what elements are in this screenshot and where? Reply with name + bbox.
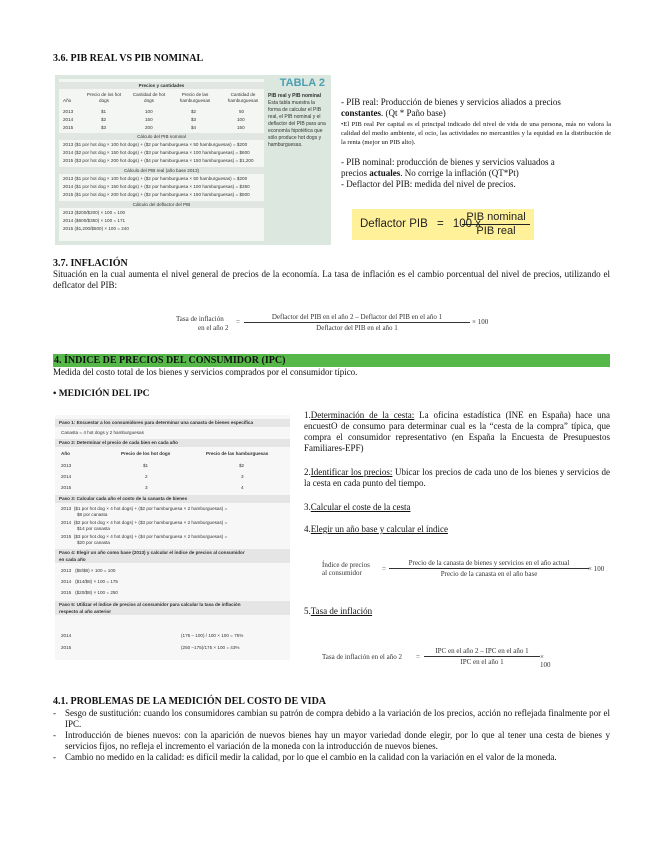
real-header: Cálculo del PIB real (año base 2013) bbox=[59, 167, 264, 174]
cell: ($20/$8) × 100 = 250 bbox=[75, 590, 118, 595]
cell: 150 bbox=[145, 117, 153, 122]
section-4-title: 4. ÍNDICE DE PRECIOS DEL CONSUMIDOR (IPC) bbox=[54, 355, 286, 366]
cell: 2013 bbox=[61, 568, 72, 573]
col-header: Año bbox=[61, 451, 70, 456]
cell: ($8/$8) × 100 = 100 bbox=[75, 568, 116, 573]
formula-denominator: Precio de la canasta en el año base bbox=[440, 570, 538, 578]
inflacion-text: Situación en la cual aumenta el nivel general de precios de la economía. La tasa de inflación es el cambio porcentual del nivel de precios, utilizando el deflcator del PIB: bbox=[53, 269, 610, 290]
step-title: Identificar los precios: bbox=[310, 467, 393, 477]
cell: 2015 bbox=[61, 645, 72, 650]
step-text: Ubicar los precios de cada uno de los bienes y servicios de la cesta en cada punto del tiempo. bbox=[304, 467, 610, 488]
cell: 3 bbox=[241, 474, 244, 479]
cell: ($1 por hot dog × 4 hot dogs) + ($2 por hamburguesa × 2 hamburguesas) = bbox=[73, 506, 228, 511]
col-header: Precio de los hot dogs bbox=[121, 451, 171, 456]
paso-1: Paso 1: Encuestar a los consumidores para determinar una canasta de bienes específica bbox=[55, 419, 290, 427]
real-row: 2015 ($1 por hot dog × 200 hot dogs) + ($2 por hamburguesa × 150 hamburguesas) = $500 bbox=[63, 192, 250, 197]
cell: 2013 bbox=[63, 109, 74, 114]
deflactor-row: 2013 ($200/$200) × 100 = 100 bbox=[63, 210, 126, 215]
formula-factor: 100 x bbox=[452, 218, 482, 230]
text: . (Qt * Paño base) bbox=[381, 108, 446, 118]
inflacion-formula: Tasa de inflación en el año 2 = Deflactor del PIB en el año 2 – Deflactor del PIB en el año 1 Deflactor del PIB en el año 1 × 100 bbox=[176, 313, 489, 332]
ipc-inflation-formula: Tasa de inflación en el año 2 = IPC en el año 2 – IPC en el año 1 IPC en el año 1 × 100 bbox=[322, 647, 551, 669]
cell: 3 bbox=[145, 485, 148, 490]
medicion-title: • MEDICIÓN DEL IPC bbox=[53, 389, 150, 399]
cell: $3 bbox=[191, 117, 197, 122]
formula-numerator: PIB nominal bbox=[462, 211, 530, 225]
cell: 2014 bbox=[63, 117, 74, 122]
cell: $1 bbox=[143, 463, 149, 468]
cell: (250 –175)/175 × 100 = 43% bbox=[181, 645, 240, 650]
list-item: - Cambio no medido en la calidad: es difícil medir la calidad, por lo que el cambio en la calidad con la variación en el valor de la moneda. bbox=[53, 752, 557, 762]
cell: 2015 bbox=[63, 125, 74, 130]
nominal-row: 2015 ($3 por hot dog × 200 hot dogs) + ($4 por hamburguesa × 150 hamburguesas) = $1,200 bbox=[63, 158, 254, 163]
step-title: Tasa de inflación bbox=[310, 606, 373, 616]
step-number: 2. bbox=[304, 467, 311, 477]
paso-5-line: Paso 5: Utilizar el índice de precios al consumidor para calcular la tasa de inflación bbox=[59, 602, 241, 607]
cell: $2 bbox=[239, 463, 245, 468]
formula-denominator: PIB real bbox=[476, 225, 516, 237]
step-4 bbox=[304, 524, 448, 535]
index-row bbox=[61, 590, 286, 596]
deflactor-def: - Deflactor del PIB: medida del nivel de precios. bbox=[341, 179, 516, 189]
step-number: 5. bbox=[304, 606, 311, 616]
col-header: Año bbox=[63, 98, 72, 103]
cell: 2014 bbox=[61, 579, 72, 584]
pib-real-line: - PIB real: Producción de bienes y servicios aliados a precios bbox=[341, 97, 561, 107]
step-3 bbox=[304, 502, 410, 513]
formula-numerator: Precio de la canasta de bienes y servicios en el año actual bbox=[389, 558, 589, 569]
cell: $1 bbox=[101, 109, 107, 114]
col-header: Precio de las hamburguesas bbox=[179, 92, 211, 103]
pib-real-line2 bbox=[341, 108, 611, 119]
pib-nominal-line2 bbox=[341, 168, 611, 179]
cell: 4 bbox=[241, 485, 244, 490]
pib-nominal-line: - PIB nominal: producción de bienes y servicios valuados a bbox=[341, 157, 555, 167]
tabla-2-body bbox=[59, 79, 264, 241]
formula-denominator: IPC en el año 1 bbox=[460, 658, 504, 666]
nominal-header: Cálculo del PIB nominal bbox=[59, 133, 264, 140]
cost-result: $20 por canasta bbox=[77, 540, 110, 545]
cell: 2014 bbox=[61, 474, 72, 479]
nominal-row: 2013 ($1 por hot dog × 100 hot dogs) + ($2 por hamburguesa × 50 hamburguesas) = $200 bbox=[63, 142, 248, 147]
col-header: Cantidad de hamburguesas bbox=[227, 92, 259, 103]
cell: $3 bbox=[101, 125, 107, 130]
step-text: La oficina estadística (INE en España) hace una encuestO de consumo para determinar cual es la “cesta de la compra” típica, que compra el consumidor representativo (en España la Encuesta de Presupuestos Familiares-EPF) bbox=[304, 410, 610, 453]
formula-equals: = bbox=[436, 218, 444, 230]
tabla-2-side-title: PIB real y PIB nominal bbox=[268, 93, 322, 99]
cell: 2014 bbox=[61, 633, 72, 638]
paso-4 bbox=[55, 549, 290, 563]
section-3-6-title: 3.6. PIB REAL VS PIB NOMINAL bbox=[53, 53, 204, 64]
cost-result: $8 por canasta bbox=[77, 512, 108, 517]
step-2 bbox=[304, 467, 610, 489]
deflactor-formula bbox=[352, 209, 534, 240]
paso-4-line: en cada año bbox=[59, 557, 86, 562]
step-title: Determinación de la cesta: bbox=[310, 410, 415, 420]
cell: $2 bbox=[101, 117, 107, 122]
canasta: Canasta = 4 hot dogs y 2 hamburguesas bbox=[61, 430, 144, 435]
deflactor-header: Cálculo del deflactor del PIB bbox=[59, 201, 264, 208]
list-item-text: Introducción de bienes nuevos: con la aparición de nuevos bienes hay un mayor variedad donde elegir, por lo que al tener una cesta de bienes y servicios fijos, no refleja el incremento el variación de la moneda con la introducción de nuevos bienes. bbox=[65, 730, 610, 751]
index-row bbox=[61, 568, 286, 574]
cell: 150 bbox=[237, 125, 245, 130]
formula-lhs: Índice de precios bbox=[322, 561, 370, 569]
cell: ($2 por hot dog × 4 hot dogs) + ($3 por hamburguesa × 2 hamburguesas) = bbox=[73, 520, 228, 525]
formula-lhs: Deflactor PIB bbox=[360, 218, 428, 230]
formula-denominator: Deflactor del PIB en el año 1 bbox=[316, 324, 398, 332]
step-number: 3. bbox=[304, 502, 311, 512]
paso-2: Paso 2: Determinar el precio de cada bien en cada año bbox=[55, 439, 290, 447]
text: precios bbox=[341, 168, 370, 178]
real-row: 2014 ($1 por hot dog × 150 hot dogs) + ($2 por hamburguesa × 100 hamburguesas) = $350 bbox=[63, 184, 250, 189]
cell: $2 bbox=[191, 109, 197, 114]
col-header: Precio de los hot dogs bbox=[86, 92, 122, 103]
formula-lhs: al consumidor bbox=[322, 569, 362, 577]
list-item: - Sesgo de sustitución: cuando los consumidores cambian su patrón de compra debido a la variación de los precios, acción no reflejada finalmente por el IPC. bbox=[53, 708, 610, 729]
cell: 2015 bbox=[61, 590, 72, 595]
tabla-2-pib bbox=[55, 75, 331, 245]
ipc-definition: Medida del costo total de los bienes y servicios comprados por el consumidor típico. bbox=[53, 367, 358, 377]
paso-5-line: respecto al año anterior bbox=[59, 609, 112, 614]
step-1 bbox=[304, 410, 610, 454]
step-5 bbox=[304, 606, 372, 617]
cell: ($3 por hot dog × 4 hot dogs) + ($4 por hamburguesa × 2 hamburguesas) = bbox=[73, 534, 228, 539]
ipc-formula: Índice de precios al consumidor = Precio de la canasta de bienes y servicios en el año actual Precio de la canasta en el año base × 100 bbox=[322, 559, 605, 578]
problemas-list bbox=[53, 708, 610, 763]
formula-rhs: × 100 bbox=[540, 653, 551, 669]
formula-numerator: IPC en el año 2 – IPC en el año 1 bbox=[424, 646, 540, 657]
formula-lhs: Tasa de inflación en el año 2 bbox=[322, 653, 402, 661]
real-row: 2013 ($1 por hot dog × 100 hot dogs) + ($2 por hamburguesa × 50 hamburguesas) = $200 bbox=[63, 176, 248, 181]
cell: 2013 bbox=[61, 463, 72, 468]
deflactor-row: 2014 ($600/$350) × 100 = 171 bbox=[63, 218, 126, 223]
cell: 2013 bbox=[61, 506, 72, 511]
list-item: - Introducción de bienes nuevos: con la aparición de nuevos bienes hay un mayor variedad donde elegir, por lo que al tener una cesta de bienes y servicios fijos, no refleja el incremento el variación de la moneda con la introducción de nuevos bienes. bbox=[53, 730, 610, 751]
pib-real-note: •El PIB real Per capital es el principal indicado del nivel de vida de una persona, más no valora la calidad del medio ambiente, el ocio, las actividades no mercantiles y la equidad en la distribución de la renta (mejor un PIB alto). bbox=[341, 121, 611, 146]
step-number: 1. bbox=[304, 410, 311, 420]
cell: $4 bbox=[191, 125, 197, 130]
step-number: 4. bbox=[304, 524, 311, 534]
pib-nominal-block bbox=[341, 157, 611, 190]
col-header: Precio de las hamburguesas bbox=[206, 451, 269, 456]
formula-numerator: Deflactor del PIB en el año 2 – Deflactor del PIB en el año 1 bbox=[244, 312, 470, 323]
formula-lhs: Tasa de inflación bbox=[176, 315, 224, 323]
cell: 2015 bbox=[61, 534, 72, 539]
section-3-7-title: 3.7. INFLACIÓN bbox=[53, 258, 128, 269]
pib-real-block bbox=[341, 97, 611, 147]
cell: 50 bbox=[239, 109, 245, 114]
step-title: Elegir un año base y calcular el índice bbox=[310, 524, 448, 534]
list-item-text: Sesgo de sustitución: cuando los consumidores cambian su patrón de compra debido a la variación de los precios, acción no reflejada finalmente por el IPC. bbox=[65, 708, 610, 729]
cell: 100 bbox=[145, 109, 153, 114]
cell: 2 bbox=[145, 474, 148, 479]
bold-word: constantes bbox=[341, 108, 381, 118]
formula-lhs: en el año 2 bbox=[198, 324, 229, 332]
formula-rhs: × 100 bbox=[472, 318, 489, 326]
tabla-2-label: TABLA 2 bbox=[279, 77, 325, 89]
bold-word: actuales bbox=[369, 168, 401, 178]
paso-5 bbox=[55, 601, 290, 615]
paso-3: Paso 3: Calcular cada año el costo de la canasta de bienes bbox=[55, 495, 290, 503]
tabla-2-sidebar bbox=[268, 77, 329, 243]
cell: ($14/$8) × 100 = 175 bbox=[75, 579, 118, 584]
formula-rhs: × 100 bbox=[588, 565, 605, 573]
list-item-text: Cambio no medido en la calidad: es difícil medir la calidad, por lo que el cambio en la calidad con la variación en el valor de la moneda. bbox=[65, 752, 557, 762]
cell: 200 bbox=[145, 125, 153, 130]
deflactor-row: 2015 ($1,200/$500) × 100 = 240 bbox=[63, 226, 129, 231]
paso-4-line: Paso 4: Elegir un año como base (2013) y calcular el índice de precios al consumidor bbox=[59, 550, 245, 555]
cell: 2014 bbox=[61, 520, 72, 525]
step-title: Calcular el coste de la cesta bbox=[310, 502, 411, 512]
section-4-1-title: 4.1. PROBLEMAS DE LA MEDICIÓN DEL COSTO DE VIDA bbox=[53, 696, 327, 707]
cell: 2015 bbox=[61, 485, 72, 490]
tabla-2-header: Precios y cantidades bbox=[59, 82, 264, 89]
index-row bbox=[61, 579, 286, 585]
cell: 100 bbox=[237, 117, 245, 122]
col-header: Cantidad de hot dogs bbox=[132, 92, 166, 103]
text: . No corrige la inflación (QT*Pt) bbox=[400, 168, 519, 178]
cell: (175 – 100) / 100 × 100 = 75% bbox=[181, 633, 244, 638]
tabla-2-columns bbox=[63, 92, 260, 104]
cost-result: $14 por canasta bbox=[77, 526, 110, 531]
nominal-row: 2014 ($2 por hot dog × 150 hot dogs) + ($3 por hamburguesa × 100 hamburguesas) = $600 bbox=[63, 150, 250, 155]
tabla-2-side-text: Esta tabla muestra la forma de calcular el PIB real, el PIB nominal y el deflactor del PIB para una economía hipotética que sólo produce hot dogs y hamburguesas. bbox=[268, 100, 326, 148]
tabla-ipc bbox=[55, 415, 290, 660]
